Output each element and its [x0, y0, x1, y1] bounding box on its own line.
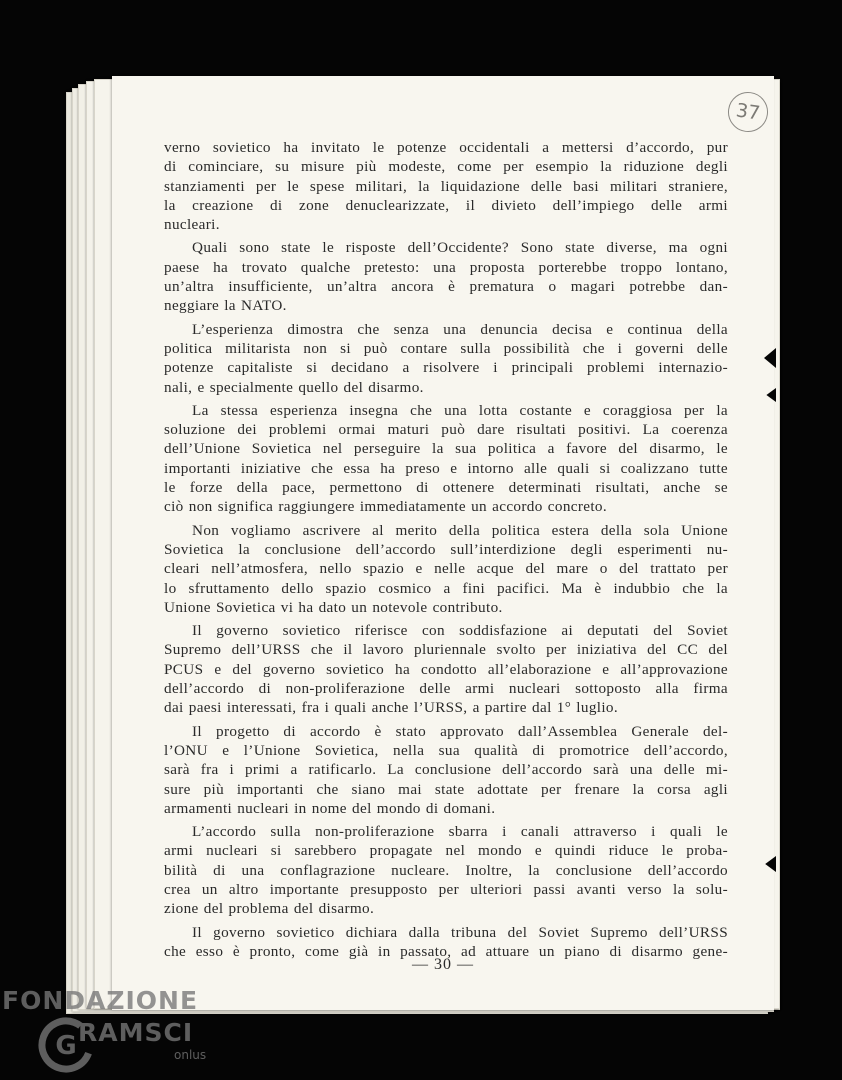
- text-line: nucleari.: [164, 216, 220, 234]
- text-line: dell’accordo di non-proliferazione delle armi nucleari sottoposto alla firma: [164, 680, 728, 698]
- paragraph: [164, 521, 728, 617]
- text-line: Quali sono state le risposte dell’Occidente? Sono state diverse, ma ogni: [192, 239, 728, 257]
- paragraph: [164, 822, 728, 918]
- text-line: dai paesi interessati, fra i quali anche l’URSS, a partire dal 1° luglio.: [164, 699, 618, 717]
- text-line: Non vogliamo ascrivere al merito della politica estera della sola Unione: [192, 521, 728, 539]
- page-number: — 30 —: [412, 956, 474, 973]
- text-line: armamenti nucleari in nome del mondo di domani.: [164, 799, 496, 817]
- watermark-g-letter: G: [55, 1031, 77, 1061]
- text-line: Il governo sovietico dichiara dalla tribuna del Soviet Supremo dell’URSS: [192, 923, 728, 941]
- handwritten-folio-number: 37: [725, 89, 770, 134]
- text-line: La stessa esperienza insegna che una lotta costante e coraggiosa per la: [192, 401, 728, 419]
- text-line: la creazione di zone denuclearizzate, il divieto dell’impiego delle armi: [164, 196, 728, 214]
- text-line: verno sovietico ha invitato le potenze occidentali a mettersi d’accordo, pur: [164, 139, 728, 156]
- text-line: crea un altro importante presupposto per ulteriori passi avanti verso la solu-: [164, 880, 728, 898]
- text-line: dell’Unione Sovietica nel perseguire la sua politica a favore del disarmo, le: [164, 440, 728, 458]
- text-line: l’ONU e l’Unione Sovietica, nella sua qualità di promotrice dell’accordo,: [164, 741, 728, 759]
- text-line: Il governo sovietico riferisce con soddisfazione ai deputati del Soviet: [192, 622, 728, 640]
- text-line: L’accordo sulla non-proliferazione sbarra i canali attraverso i quali le: [192, 823, 728, 841]
- text-line: Sovietica la conclusione dell’accordo sull’interdizione degli esperimenti nu-: [164, 540, 728, 558]
- text-line: nali, e specialmente quello del disarmo.: [164, 378, 424, 396]
- watermark-text-gramsci: RAMSCI: [78, 1018, 194, 1047]
- text-line: stanziamenti per le spese militari, la liquidazione delle basi militari straniere,: [164, 177, 728, 195]
- text-line: neggiare la NATO.: [164, 297, 287, 315]
- text-line: PCUS e del governo sovietico ha condotto all’elaborazione e all’approvazione: [164, 660, 728, 678]
- paragraph: [164, 401, 728, 517]
- text-line: un’altra insufficiente, un’altra ancora è prematura o magari potrebbe dan-: [164, 278, 728, 296]
- text-line: soluzione dei problemi ormai maturi può dare risultati positivi. La coerenza: [164, 421, 728, 439]
- paragraph: [164, 722, 728, 818]
- text-line: sure più importanti che siano mai state adottate per frenare la corsa agli: [164, 780, 728, 798]
- text-line: armi nucleari si sarebbero propagate nel mondo e quindi riduce le proba-: [164, 842, 728, 860]
- text-line: L’esperienza dimostra che senza una denuncia decisa e continua della: [192, 320, 728, 338]
- text-line: che esso è pronto, come già in passato, ad attuare un piano di disarmo gene-: [164, 942, 728, 960]
- paragraph: [164, 138, 728, 234]
- text-line: paese ha trovato qualche pretesto: una proposta porterebbe troppo lontano,: [164, 258, 728, 276]
- text-line: lo sfruttamento dello spazio cosmico a fini pacifici. Ma è indubbio che la: [164, 579, 728, 597]
- text-line: politica militarista non si può contare sulla possibilità che i governi delle: [164, 339, 728, 357]
- text-line: le forze della pace, permettono di ottenere determinati risultati, anche se: [164, 479, 728, 497]
- paragraph: [164, 621, 728, 717]
- text-line: di cominciare, su misure più modeste, come per esempio la riduzione degli: [164, 158, 728, 176]
- archive-watermark: [2, 986, 212, 1080]
- page-edge-notch: [764, 388, 776, 402]
- text-line: importanti iniziative che essa ha preso e intorno alle quali si coalizzano tutte: [164, 459, 728, 477]
- body-text: [164, 138, 728, 965]
- text-line: Unione Sovietica vi ha dato un notevole contributo.: [164, 598, 503, 616]
- text-line: cleari nell’atmosfera, nello spazio e nelle acque del mare o del trattato per: [164, 560, 728, 578]
- text-line: zione del problema del disarmo.: [164, 900, 375, 918]
- text-line: ciò non significa raggiungere immediatamente un accordo concreto.: [164, 498, 608, 516]
- paragraph: [164, 320, 728, 397]
- watermark-text-onlus: onlus: [174, 1048, 207, 1062]
- text-line: bilità di una conflagrazione nucleare. Inoltre, la conclusione dell’accordo: [164, 861, 728, 879]
- page-edge-notch: [764, 348, 776, 368]
- page-edge-notch: [764, 856, 776, 872]
- text-line: Supremo dell’URSS che il lavoro pluriennale svolto per iniziativa del CC del: [164, 641, 728, 659]
- document-page: [112, 76, 774, 1010]
- text-line: potenze capitaliste si decidano a risolvere i principali problemi internazio-: [164, 359, 728, 377]
- paragraph: [164, 238, 728, 315]
- text-line: Il progetto di accordo è stato approvato dall’Assemblea Generale del-: [192, 722, 728, 740]
- text-line: sarà fra i primi a ratificarlo. La conclusione dell’accordo sarà una delle mi-: [164, 761, 728, 779]
- watermark-text-foundation: FONDAZIONE: [2, 986, 199, 1015]
